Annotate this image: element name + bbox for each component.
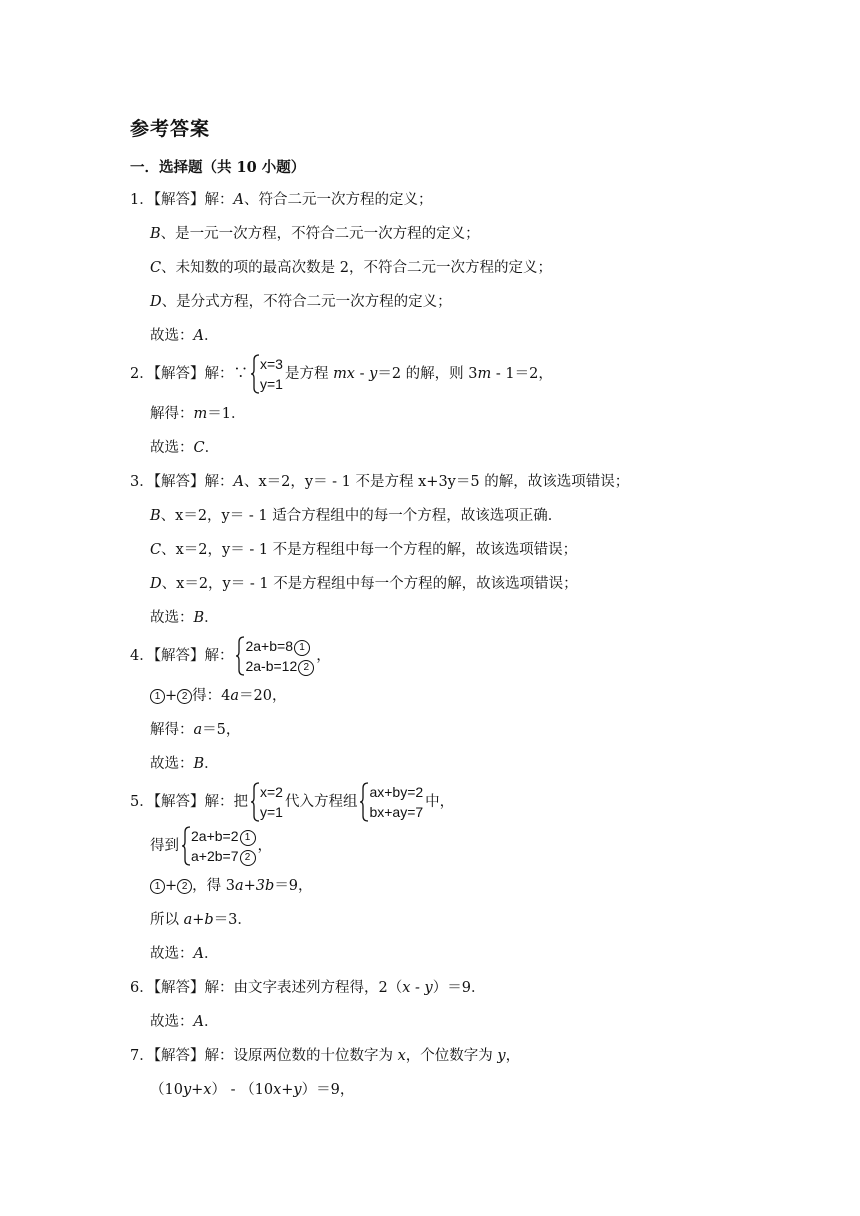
q4-choice: 故选：B． [150, 756, 219, 772]
q1-line-a: 1．【解答】解：A、符合二元一次方程的定义； [130, 192, 433, 208]
q7-equation: （10y+x） - （10x+y）＝9， [150, 1082, 355, 1098]
q5-choice: 故选：A． [150, 946, 219, 962]
q4-system: 2a+b=8 1 2a-b=12 2 [235, 636, 314, 676]
q1-line-b: B、是一元一次方程，不符合二元一次方程的定义； [150, 226, 480, 242]
q1-choice: 故选：A． [150, 328, 219, 344]
q5-get: 得到 2a+b=2 1 a+2b=7 2 ， [150, 828, 272, 864]
q2-system: x=3 y=1 [250, 354, 283, 394]
q5-system-1: x=2 y=1 [250, 782, 283, 822]
q3-choice: 故选：B． [150, 610, 219, 626]
q2-line: 2．【解答】解：∵ x=3 y=1 是方程 mx - y＝2 的解，则 3m - 1＝2， [130, 356, 553, 392]
q2-solve: 解得：m＝1． [150, 406, 246, 422]
q5-system-2: ax+by=2 bx+ay=7 [359, 782, 423, 822]
q6-choice: 故选：A． [150, 1014, 219, 1030]
section-heading: 一．选择题（共 10 小题） [130, 159, 306, 176]
q1-line-d: D、是分式方程，不符合二元一次方程的定义； [150, 294, 452, 310]
q3-line-b: B、x＝2，y＝ - 1 适合方程组中的每一个方程，故该选项正确． [150, 508, 563, 524]
q5-line: 5．【解答】解：把 x=2 y=1 代入方程组 ax+by=2 bx+ay=7 中， [130, 784, 455, 820]
q4-solve: 解得：a＝5， [150, 722, 241, 738]
q3-line-a: 3．【解答】解：A、x＝2，y＝ - 1 不是方程 x+3y＝5 的解，故该选项错误； [130, 474, 630, 490]
q5-so: 所以 a+b＝3． [150, 912, 252, 928]
q2-choice: 故选：C． [150, 440, 220, 456]
q6-line: 6．【解答】解：由文字表述列方程得，2（x - y）＝9． [130, 980, 486, 996]
q4-line: 4．【解答】解： 2a+b=8 1 2a-b=12 2 ， [130, 638, 331, 674]
q1-line-c: C、未知数的项的最高次数是 2，不符合二元一次方程的定义； [150, 260, 552, 276]
q5-step: 1 + 2 ，得 3a+3b＝9， [150, 876, 313, 896]
q4-step: 1 + 2 得：4a＝20， [150, 686, 287, 706]
q7-line: 7．【解答】解：设原两位数的十位数字为 x，个位数字为 y， [130, 1048, 521, 1064]
page-title: 参考答案 [130, 118, 211, 140]
q3-line-c: C、x＝2，y＝ - 1 不是方程组中每一个方程的解，故该选项错误； [150, 542, 578, 558]
q3-line-d: D、x＝2，y＝ - 1 不是方程组中每一个方程的解，故该选项错误； [150, 576, 578, 592]
q5-system-3: 2a+b=2 1 a+2b=7 2 [181, 826, 256, 866]
